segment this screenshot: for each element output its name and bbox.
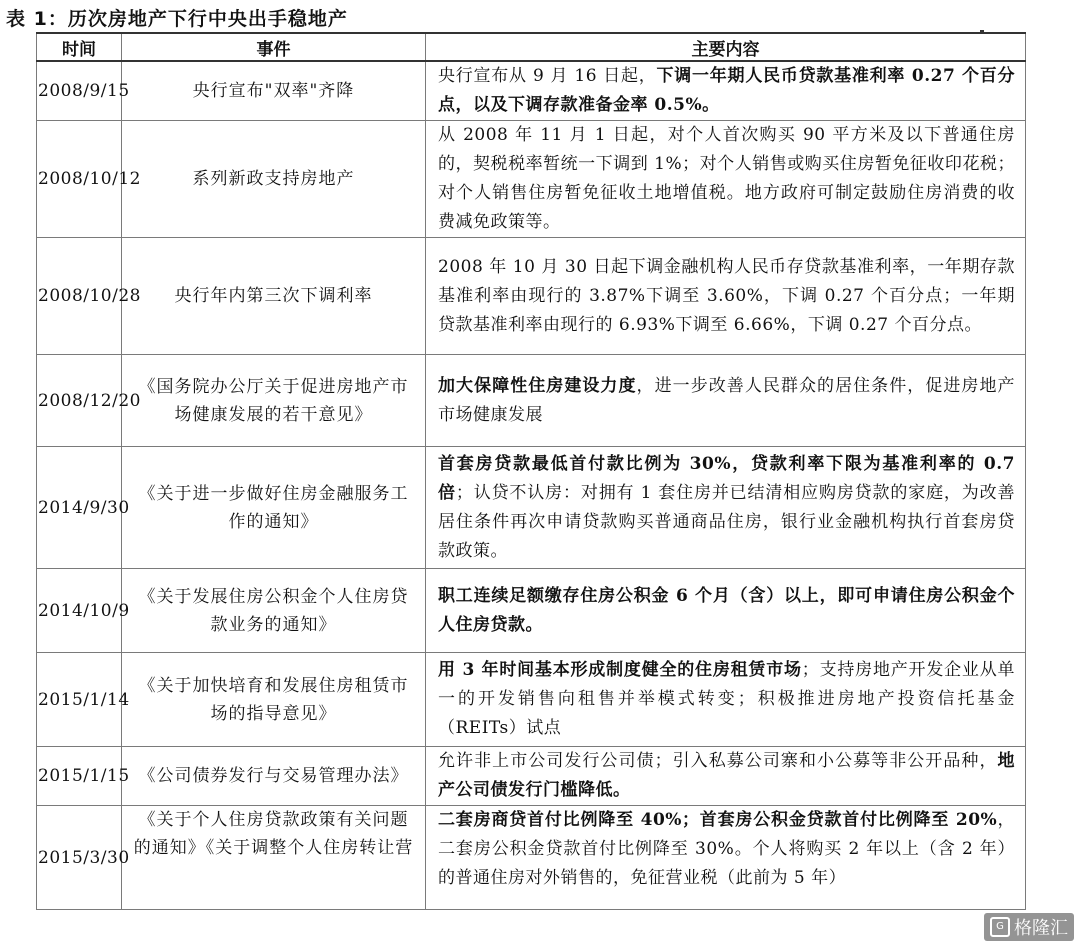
content-bold-segment: 地产公司债发行门槛降低。 (438, 751, 1015, 800)
cell-content (426, 653, 1026, 747)
logo-icon: G (990, 917, 1010, 937)
cell-time: 2008/9/15 (37, 61, 122, 121)
content-segment: 2008 年 10 月 30 日起下调金融机构人民币存贷款基准利率，一年期存款基准利率由现行的 3.87%下调至 3.60%，下调 0.27 个百分点；一年期贷款基准利率由现行的 6.93%下调至 6.66%，下调 0.27 个百分点。 (438, 256, 1015, 335)
header-content: 主要内容 (426, 33, 1026, 61)
cell-content (426, 238, 1026, 355)
cell-time: 2014/10/9 (37, 569, 122, 653)
cell-event: 《国务院办公厅关于促进房地产市场健康发展的若干意见》 (122, 355, 426, 447)
cell-content (426, 61, 1026, 121)
table-header-row (37, 33, 1026, 61)
cell-content (426, 447, 1026, 569)
cell-event: 《关于加快培育和发展住房租赁市场的指导意见》 (122, 653, 426, 747)
watermark-text: 格隆汇 (1014, 918, 1068, 939)
cell-time: 2008/10/12 (37, 121, 122, 238)
header-time: 时间 (37, 33, 122, 61)
cell-event: 《公司债券发行与交易管理办法》 (122, 747, 426, 806)
table-row (37, 806, 1026, 910)
cell-event: 《关于个人住房贷款政策有关问题的通知》《关于调整个人住房转让营 (122, 806, 426, 910)
cell-content (426, 569, 1026, 653)
content-segment: ，二套房公积金贷款首付比例降至 30%。个人将购买 2 年以上（含 2 年）的普通住房对外销售的，免征营业税（此前为 5 年） (438, 810, 1015, 888)
cell-time: 2008/12/20 (37, 355, 122, 447)
watermark (984, 913, 1074, 941)
cell-content (426, 747, 1026, 806)
content-bold-segment: 二套房商贷首付比例降至 40%；首套房公积金贷款首付比例降至 20% (438, 810, 998, 830)
cell-time: 2015/1/14 (37, 653, 122, 747)
content-bold-segment: 首套房贷款最低首付款比例为 30%，贷款利率下限为基准利率的 0.7 倍 (438, 453, 1015, 503)
content-bold-segment: 用 3 年时间基本形成制度健全的住房租赁市场 (438, 660, 802, 680)
table-row (37, 747, 1026, 806)
cell-event: 系列新政支持房地产 (122, 121, 426, 238)
content-segment: ；支持房地产开发企业从单一的开发销售向租售并举模式转变；积极推进房地产投资信托基金（REITs）试点 (438, 660, 1016, 738)
table-row (37, 355, 1026, 447)
cell-event: 央行年内第三次下调利率 (122, 238, 426, 355)
content-segment: 允许非上市公司发行公司债；引入私募公司寨和小公募等非公开品种， (438, 751, 998, 771)
table-row (37, 569, 1026, 653)
cell-time: 2008/10/28 (37, 238, 122, 355)
cell-content (426, 806, 1026, 910)
content-segment: ；认贷不认房：对拥有 1 套住房并已结清相应购房贷款的家庭，为改善居住条件再次申请贷款购买普通商品住房，银行业金融机构执行首套房贷款政策。 (438, 482, 1016, 561)
table-row (37, 447, 1026, 569)
table-row (37, 61, 1026, 121)
cell-content (426, 121, 1026, 238)
content-bold-segment: 加大保障性住房建设力度 (438, 375, 637, 396)
policy-table (36, 32, 1026, 910)
content-bold-segment: 职工连续足额缴存住房公积金 6 个月（含）以上，即可申请住房公积金个人住房贷款。 (438, 585, 1015, 635)
table-row (37, 653, 1026, 747)
cell-time: 2015/1/15 (37, 747, 122, 806)
header-event: 事件 (122, 33, 426, 61)
content-bold-segment: 下调一年期人民币贷款基准利率 0.27 个百分点，以及下调存款准备金率 0.5%。 (438, 66, 1015, 115)
cell-event: 央行宣布"双率"齐降 (122, 61, 426, 121)
table-row (37, 121, 1026, 238)
cell-content (426, 355, 1026, 447)
content-segment: 央行宣布从 9 月 16 日起， (438, 66, 657, 86)
content-segment: ，进一步改善人民群众的居住条件，促进房地产市场健康发展 (438, 375, 1016, 425)
cell-event: 《关于发展住房公积金个人住房贷款业务的通知》 (122, 569, 426, 653)
cell-time: 2014/9/30 (37, 447, 122, 569)
cell-event: 《关于进一步做好住房金融服务工作的通知》 (122, 447, 426, 569)
table-row (37, 238, 1026, 355)
content-segment: 从 2008 年 11 月 1 日起，对个人首次购买 90 平方米及以下普通住房的，契税税率暂统一下调到 1%；对个人销售或购买住房暂免征收印花税；对个人销售住房暂免征收土地增值税。地方政府可制定鼓励住房消费的收费减免政策等。 (438, 125, 1015, 232)
cell-time: 2015/3/30 (37, 806, 122, 910)
table-title: 表 1：历次房地产下行中央出手稳地产 (6, 8, 348, 30)
